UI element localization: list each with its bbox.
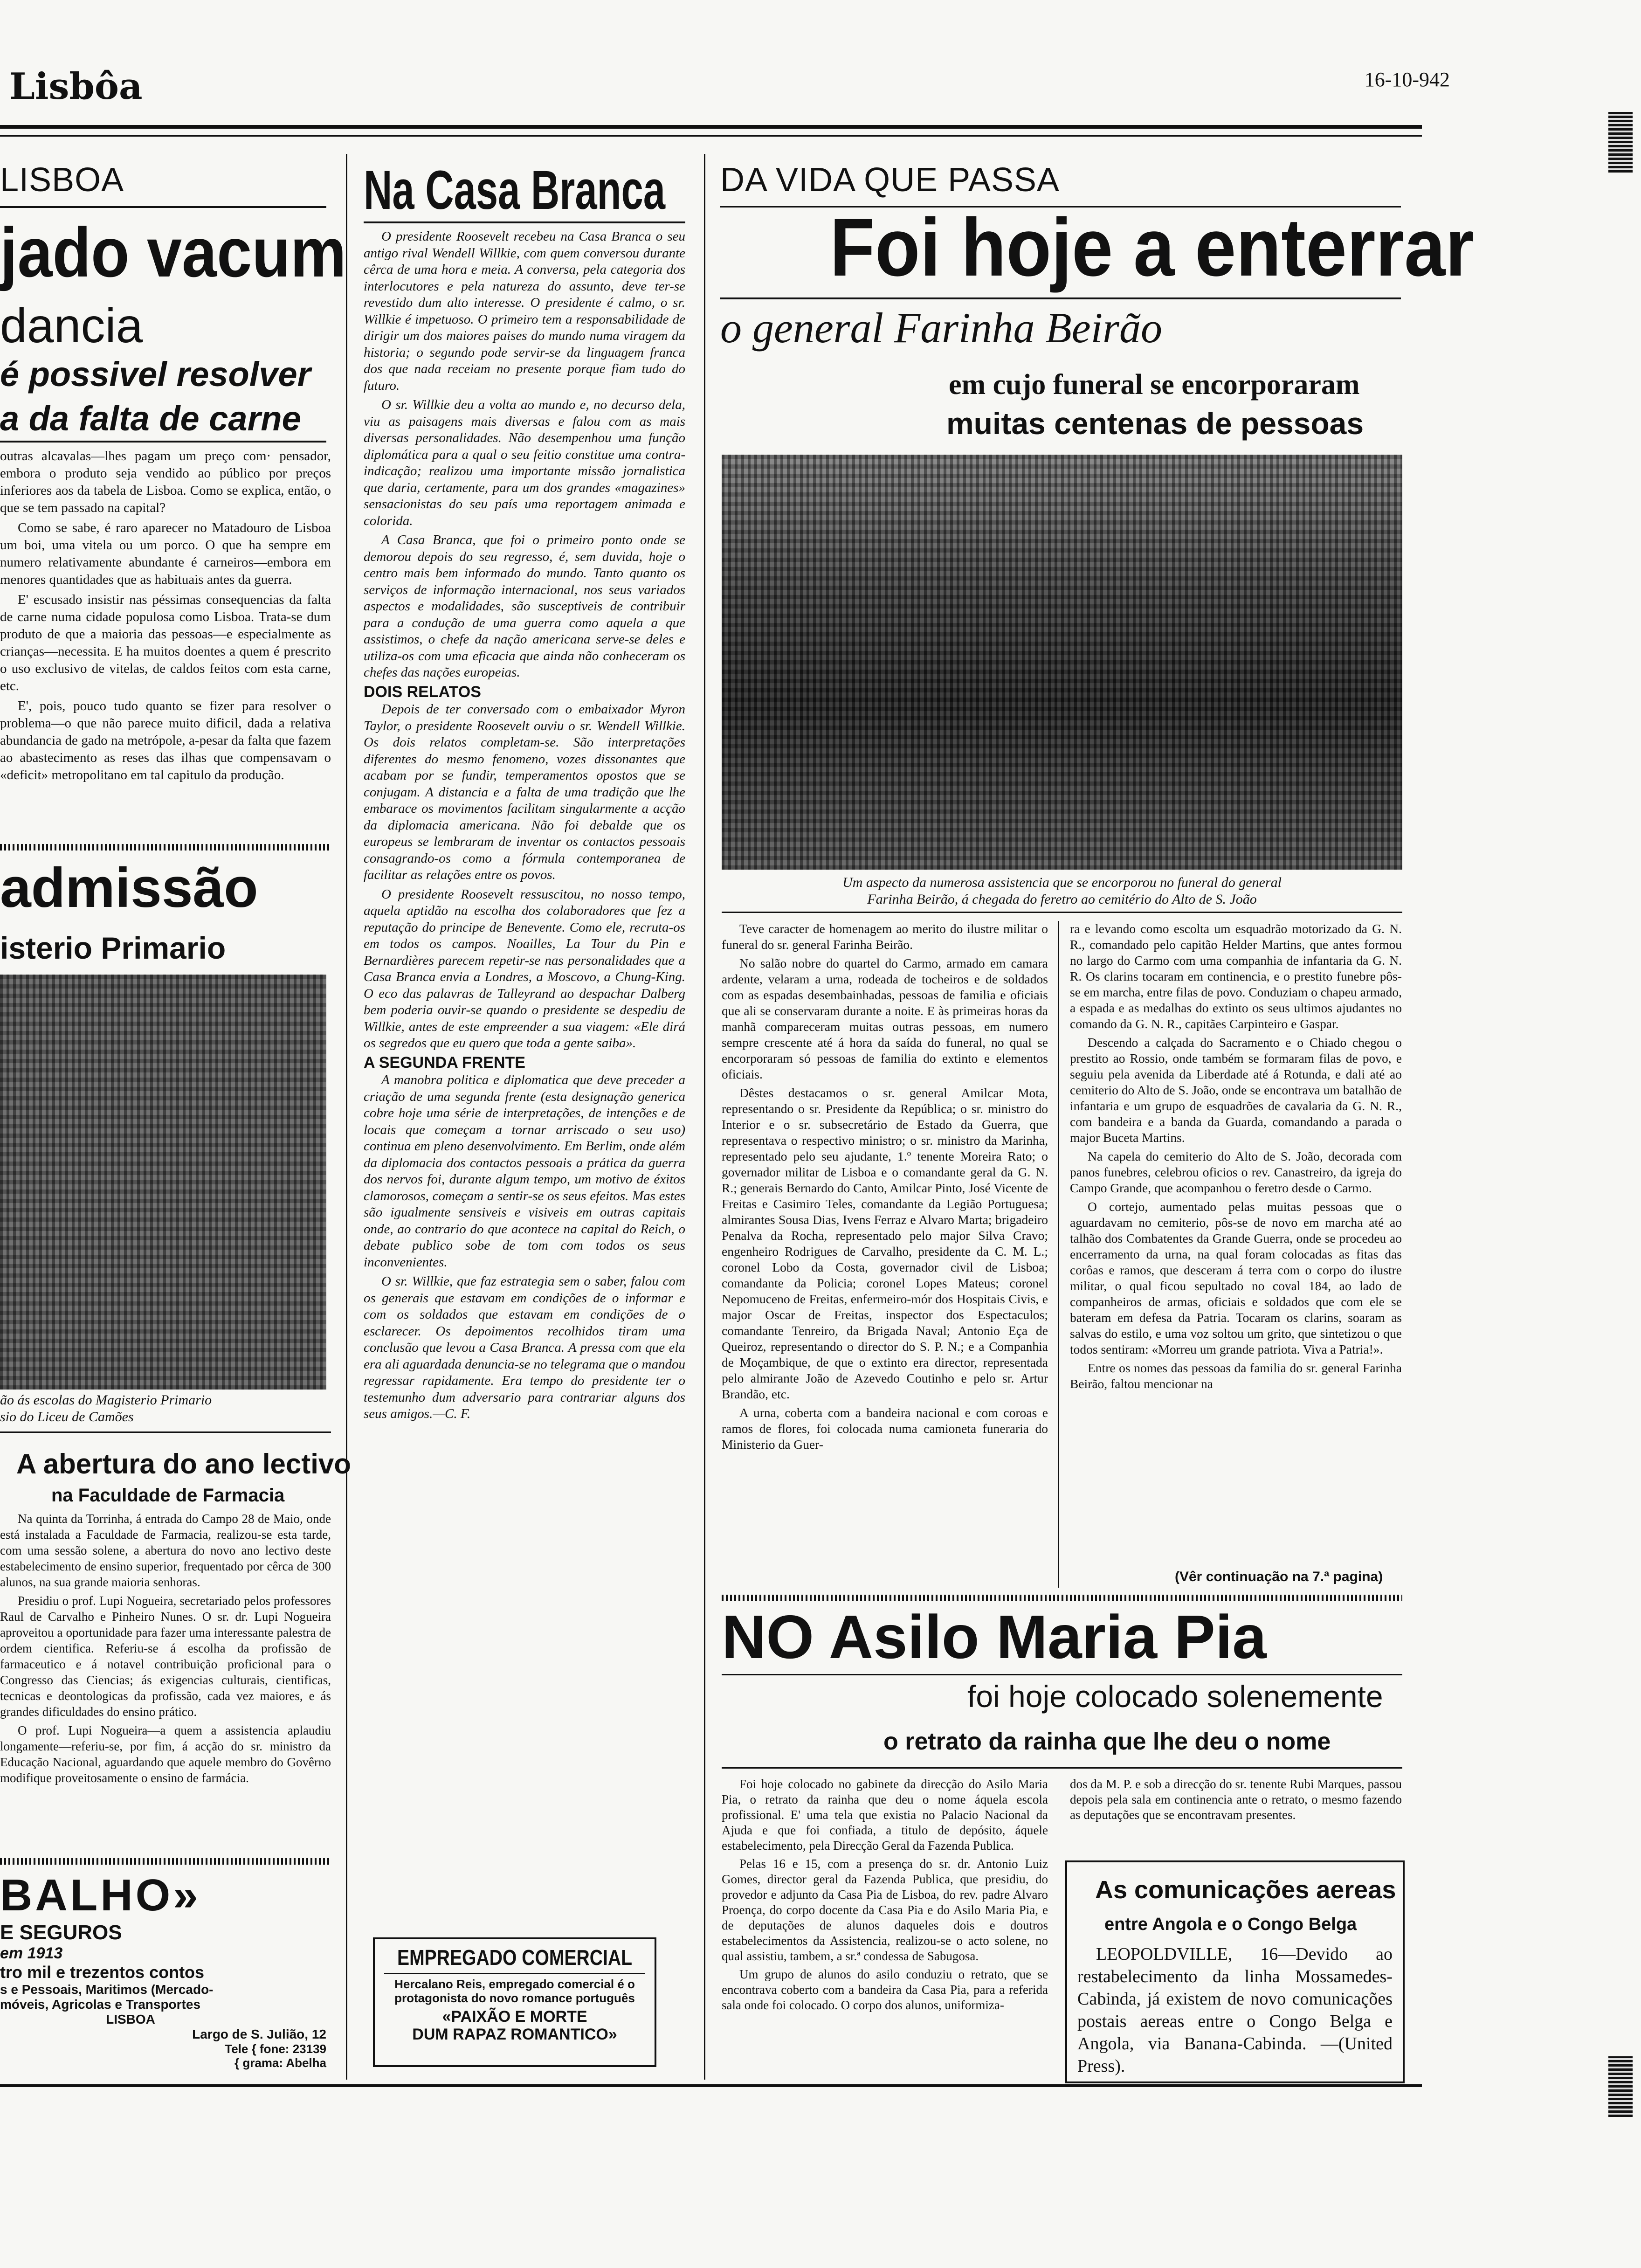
- ad-line: s e Pessoais, Maritimos (Mercado- móveis, Agricolas e Transportes: [0, 1982, 214, 2012]
- column-divider-center: [704, 154, 705, 2080]
- ad-line: tro mil e trezentos contos: [0, 1963, 205, 1982]
- admissao-subhead: isterio Primario: [0, 931, 226, 965]
- paragraph: Descendo a calçada do Sacramento e o Chiado chegou o prestito ao Rossio, onde também se formaram filas de povo, e seguiu pela avenida da Liberdade até á Rotunda, e dali até ao cemiterio do Alto de S. João, onde se encontrava um batalhão de infantaria e um grupo de esquadrões de cavalaria da G. N. R., com bandeira e a banda da Guarda, comandando a parada o major Buceta Martins.: [1070, 1035, 1402, 1145]
- paragraph: E' escusado insistir nas péssimas consequencias da falta de carne numa cidade populosa como Lisboa. Trata-se dum produto de que a maioria das pessoas—e especialmente as crianças—necessita. E ha muitos doentes a quem é prescrito o uso exclusivo de vitelas, de caldos feitos com esta carne, etc.: [0, 592, 331, 693]
- insurance-advertisement: [0, 1870, 331, 2080]
- funeral-body-col1: [722, 921, 1048, 1455]
- continued-note: (Vêr continuação na 7.ª pagina): [1175, 1569, 1383, 1584]
- paragraph: A manobra politica e diplomatica que deve preceder a criação de uma segunda frente (esta designação generica cobre hoje uma série de interpretações, de intenções e de locais que começam a tornar arriscado o seu uso) continua em pleno desenvolvimento. Em Berlim, onde além da diplomacia dos contactos pessoais a prática da guerra dos nervos foi, durante algum tempo, um motivo de éxitos clamorosos, começam a sentir-se os seus efeitos. Mas estes são igualmente sensiveis e visiveis em outras capitais onde, ao contrario do que acontece na capital do Reich, o debate publico sobe de tom com todos os seus inconvenientes.: [364, 1072, 685, 1270]
- top-rule-thin: [0, 135, 1422, 137]
- paragraph: E', pois, pouco tudo quanto se fizer para resolver o problema—o que não parece muito dificil, dada a relativa abundancia de gado na metrópole, a-pesar da falta que fazem ao abastecimento as reses das ilhas que compensavam o «deficit» metropolitano em tal capitulo da produção.: [0, 698, 331, 782]
- paragraph: Dêstes destacamos o sr. general Amilcar Mota, representando o sr. Presidente da República; o sr. ministro do Interior e o sr. subsecretário de Estado da Guerra, que representava o respectivo ministro; o sr. ministro da Marinha, representado pelo seu ajudante, 1.º tenente Moreira Rato; o governador militar de Lisboa e o comandante geral da G. N. R.; generais Bernardo do Canto, Amilcar Pinto, José Vicente de Freitas e Casimiro Teles, comandante da Legião Portuguesa; almirantes Sousa Dias, Ivens Ferraz e Alvaro Marta; brigadeiro Penalva da Rocha, representado pelo major Silva Cravo; engenheiro Rodrigues de Carvalho, presidente da C. M. L.; coronel Lobo da Costa, governador civil de Lisboa; comandante da Policia; coronel Lopes Mateus; coronel Nepomuceno de Freitas, enfermeiro-mór dos Hospitais Civis, e major Oscar de Freitas, inspector dos Espectaculos; comandante Tenreiro, da Brigada Naval; Antonio Eça de Queiroz, representando o director do S. P. N.; e a Companhia de Moçambique, de que o extinto era director, representada pelo almirante João de Azevedo Coutinho e pelo sr. Artur Brandão, etc.: [722, 1086, 1048, 1401]
- issue-date: 16-10-942: [1364, 68, 1450, 91]
- funeral-photo: [722, 455, 1402, 870]
- box-body: LEOPOLDVILLE, 16—Devido ao restabelecimento da linha Mossamedes-Cabinda, já existem de novo comunicações postais aereas entre o Congo Belga e Angola, via Banana-Cabinda. —(United Press).: [1077, 1944, 1393, 2076]
- exam-hall-photo: [0, 975, 326, 1390]
- left-hatch-divider: [0, 844, 331, 850]
- paragraph: Teve caracter de homenagem ao merito do ilustre militar o funeral do sr. general Farinha Beirão.: [722, 921, 1048, 952]
- air-communications-box: [1065, 1860, 1405, 2083]
- asilo-subhead-1: foi hoje colocado solenemente: [967, 1679, 1383, 1714]
- edge-bar-top: [1608, 112, 1633, 173]
- asilo-body-col2: [1070, 1777, 1402, 1825]
- paragraph: A urna, coberta com a bandeira nacional e com coroas e ramos de flores, foi colocada numa camioneta funeraria do Ministerio da Guer-: [722, 1405, 1048, 1452]
- paragraph: Presidiu o prof. Lupi Nogueira, secretariado pelos professores Raul de Carvalho e Pinheiro Nunes. O sr. dr. Lupi Nogueira aproveitou a oportunidade para fazer uma interessante palestra de ordem cientifica. Referiu-se á escolha da profissão de farmaceutico e á notavel contribuição proficional para o Congresso das Ciencias; ás exigencias culturais, cientificas, tecnicas e deontologicas da profissão, cada vez maiores, e ás grandes dificuldades do ensino prático.: [0, 1594, 331, 1719]
- paragraph: ra e levando como escolta um esquadrão motorizado da G. N. R., comandado pelo capitão Helder Martins, que antes formou no largo do Carmo com uma companhia de infantaria da G. N. R. Os clarins tocaram em continencia, e o prestito funebre pôs-se em marcha, entre filas de povo. Conduziam o chapeu armado, a espada e as medalhas do extinto os seus ultimos ajudantes no comando da G. N. R., capitães Carpinteiro e Gaspar.: [1070, 921, 1402, 1031]
- paragraph: O sr. Willkie, que faz estrategia sem o saber, falou com os generais que estavam em condições de o informar e com os soldados que estavam em condições de o esclarecer. Os depoimentos recolhidos tiram uma conclusão que levou a Casa Branca. A pressa com que ela era ali aguardada denuncia-se no telegrama que o mandou regressar rapidamente. Era tempo do presidente ter o testemunho dum adversario para contrariar alguns dos seus amigos.—C. F.: [364, 1274, 685, 1421]
- paragraph: O prof. Lupi Nogueira—a quem a assistencia aplaudiu longamente—referiu-se, por fim, á acção do sr. ministro da Educação Nacional, aguardando que aquele membro do Govêrno modifique proveitosamente o ensino de farmácia.: [0, 1723, 331, 1785]
- ad-line: E SEGUROS: [0, 1921, 122, 1944]
- admissao-headline: admissão: [0, 857, 258, 919]
- column-divider-left: [346, 154, 347, 2080]
- edge-bar-bottom: [1608, 2056, 1633, 2117]
- asilo-headline: NO Asilo Maria Pia: [722, 1603, 1267, 1671]
- center-headline-rule: [364, 221, 685, 223]
- section-heading-dois-relatos: DOIS RELATOS: [364, 683, 481, 701]
- left-hatch-divider-2: [0, 1858, 331, 1865]
- asilo-sub-rule: [722, 1767, 1402, 1769]
- right-subhead-1: o general Farinha Beirão: [720, 304, 1162, 352]
- paragraph: outras alcavalas—lhes pagam um preço com· pensador, embora o produto seja vendido ao público por preços inferiores aos da tabela de Lisboa. Como se explica, então, o que se tem passado na capital?: [0, 449, 331, 515]
- center-headline: Na Casa Branca: [364, 159, 665, 221]
- novel-advertisement: [373, 1937, 656, 2067]
- paragraph: Um grupo de alunos do asilo conduziu o retrato, que se encontrava coberto com a bandeira da Casa Pia, para a referida sala onde foi colocado. O corpo dos alunos, uniformiza-: [722, 1967, 1048, 2012]
- right-subhead-3: muitas centenas de pessoas: [946, 406, 1364, 441]
- right-caption-rule: [722, 912, 1402, 913]
- paragraph: Foi hoje colocado no gabinete da direcção do Asilo Maria Pia, o retrato da rainha que deu o nome áquela escola profissional. E' uma tela que existia no Palacio Nacional da Ajuda e que foi confiada, a titulo de depósito, áquele estabelecimento, pela Direcção Geral da Fazenda Publica.: [722, 1777, 1048, 1853]
- asilo-subhead-2: o retrato da rainha que lhe deu o nome: [883, 1728, 1331, 1755]
- right-headline-rule: [720, 297, 1401, 299]
- ad-line: Largo de S. Julião, 12: [192, 2027, 326, 2041]
- ad-box-title: EMPREGADO COMERCIAL: [397, 1945, 632, 1970]
- paragraph: A Casa Branca, que foi o primeiro ponto onde se demorou depois do seu regresso, é, sem duvida, hoje o centro mais bem informado do mundo. Tanto quanto os serviços de informação internacional, nos seus variados aspectos e modalidades, são susceptiveis de contribuir para a condução de uma guerra como aquela a que assistimos, o chefe da nação americana serve-se deles e utiliza-os com uma eficacia que ainda não conheceram os chefes das nações europeias.: [364, 532, 685, 680]
- ad-box-text: Hercalano Reis, empregado comercial é o protagonista do novo romance português: [394, 1977, 635, 2005]
- section-heading-segunda-frente: A SEGUNDA FRENTE: [364, 1053, 525, 1072]
- box-subhead: entre Angola e o Congo Belga: [1104, 1915, 1357, 1934]
- funeral-body-col2: [1070, 921, 1402, 1395]
- bottom-rule: [0, 2084, 1422, 2087]
- right-subhead-2: em cujo funeral se encorporaram: [949, 369, 1360, 401]
- ad-line: LISBOA: [106, 2012, 155, 2026]
- paragraph: O sr. Willkie deu a volta ao mundo e, no decurso dela, viu as paisagens mais diversas e falou com as mais diversas personalidades. Não desempenhou uma função diplomática para a qual o seu feitio constitue uma contra-indicação; realizou uma importante missão jornalistica que daria, certamente, para um dos grandes «magazines» sensacionistas do seu país uma reportagem animada e colorida.: [364, 397, 685, 528]
- paragraph: Depois de ter conversado com o embaixador Myron Taylor, o presidente Roosevelt ouviu o sr. Wendell Willkie. Os dois relatos completam-se. São interpretações diferentes do mesmo fenomeno, vozes dissonantes que acabam por se fundir, temperamentos opostos que se conjugam. A distancia e a falta de uma tradição que lhe embarace os movimentos facilitam singularmente a acção da diplomacia americana. Não foi debalde que os europeus se lembraram de inventar os contactos pessoais consagrando-os como a fórmula contemporanea de facilitar as relações entre os povos.: [364, 702, 685, 882]
- paragraph: Entre os nomes das pessoas da familia do sr. general Farinha Beirão, faltou mencionar na: [1070, 1361, 1402, 1391]
- left-subhead-2: é possivel resolver: [0, 355, 311, 394]
- left-kicker: LISBOA: [0, 161, 124, 199]
- paragraph: dos da M. P. e sob a direcção do sr. tenente Rubi Marques, passou depois pela sala em continencia ante o retrato, o mesmo fazendo as deputações que se encontravam presentes.: [1070, 1777, 1402, 1822]
- paragraph: O presidente Roosevelt recebeu na Casa Branca o seu antigo rival Wendell Willkie, com quem conversou durante cêrca de uma hora e meia. A conversa, pela categoria dos interlocutores e pela natureza do assunto, deve ter-se revestido dum alto interesse. O presidente é calmo, o sr. Willkie é impetuoso. O primeiro tem a responsabilidade de dirigir um dos maiores paises do mundo numa viragem da historia; o segundo pode servir-se da linguagem franca dos que nada receiam no presente porque fiam tudo do futuro.: [364, 229, 685, 393]
- left-kicker-rule: [0, 206, 326, 208]
- right-kicker: DA VIDA QUE PASSA: [720, 161, 1060, 199]
- paragraph: O cortejo, aumentado pelas muitas pessoas que o aguardavam no cemiterio, pôs-se de novo em marcha até ao talhão dos Combatentes da Grande Guerra, onde se procedeu ao encerramento da urna, na qual foram colocadas as fitas das corôas e ramos, que desceram á terra com o corpo do ilustre militar, o qual ficou sepultado no coval 184, ao lado de companheiros de armas, oficiais e soldados que com ele se bateram em defesa da Patria. Tocaram os clarins, soaram as salvas do estilo, e uma voz soltou um grito, que sintetizou o que todos sentiram: «Morreu um grande patriota. Viva a Patria!».: [1070, 1199, 1402, 1356]
- funeral-photo-caption: Um aspecto da numerosa assistencia que se encorporou no funeral do general Farinha Beirão, á chegada do feretro ao cemitério do Alto de S. João: [842, 875, 1282, 907]
- asilo-body-col1: [722, 1777, 1048, 2016]
- ad-line: em 1913: [0, 1944, 63, 1962]
- left-subhead-1: dancia: [0, 299, 143, 353]
- ad-title: BALHO»: [0, 1870, 201, 1920]
- left-caption-rule: [0, 1431, 331, 1433]
- paragraph: Como se sabe, é raro aparecer no Matadouro de Lisboa um boi, uma vitela ou um porco. O que ha sempre em numero relativamente abundante é carneiros—embora em menores quantidades que as habituais antes da guerra.: [0, 520, 331, 587]
- paragraph: Pelas 16 e 15, com a presença do sr. dr. Antonio Luiz Gomes, director geral da Fazenda Publica, que presidiu, do provedor e adjunto da Casa Pia de Lisboa, do rev. padre Alvaro Proença, do corpo docente da Casa Pia e do Asilo Maria Pia, e de deputações de alunos daqueles dois e doutros estabelecimentos da Assistencia, realizou-se o acto solene, no qual assistiu, tambem, a sr.ª condessa de Sabugosa.: [722, 1857, 1048, 1963]
- farmacia-subhead: na Faculdade de Farmacia: [51, 1485, 285, 1506]
- farmacia-headline: A abertura do ano lectivo: [16, 1448, 351, 1480]
- top-rule: [0, 125, 1422, 129]
- exam-hall-caption: ão ás escolas do Magisterio Primario sio do Liceu de Camões: [0, 1392, 212, 1424]
- center-article-body: [364, 228, 685, 1425]
- paragraph: Na capela do cemiterio do Alto de S. João, decorada com panos funebres, celebrou oficios o rev. Canastreiro, da igreja do Campo Grande, que acompanhou o feretro desde o Carmo.: [1070, 1149, 1402, 1195]
- ad-line: Tele { fone: 23139 { grama: Abelha: [225, 2042, 326, 2070]
- left-subhead-3: a da falta de carne: [0, 399, 301, 438]
- box-headline: As comunicações aereas: [1095, 1876, 1396, 1904]
- paragraph: No salão nobre do quartel do Carmo, armado em camara ardente, velaram a urna, rodeada de tocheiros e de soldados com as espadas desembainhadas, pessoas de familia e oficiais que ali se conservaram durante a noite. E às primeiras horas da manhã compareceram muitas outras pessoas, em numero sempre crescente até á hora da saída do funeral, no qual se encorporaram só pessoas de familia do extinto e elementos oficiais.: [722, 956, 1048, 1081]
- right-inner-divider: [1058, 921, 1059, 1588]
- right-hatch-divider: [722, 1595, 1402, 1601]
- right-headline: Foi hoje a enterrar: [830, 202, 1474, 293]
- ad-box-novel-title: «PAIXÃO E MORTE DUM RAPAZ ROMANTICO»: [412, 2008, 617, 2043]
- paragraph: O presidente Roosevelt ressuscitou, no nosso tempo, aquela aptidão na escolha dos colaboradores que fez a reputação do principe de Benevente. Como ele, recruta-os em todos os campos. Noailles, La Tour du Pin e Bernardières parecem repetir-se nas personalidades que a Casa Branca envia a Londres, a Moscovo, a Chung-King. O eco das palavras de Talleyrand ao despachar Dalberg bem poderia ouvir-se quando o presidente se despediu de Willkie, antes de este empreender a sua viagem: «Ele dirá os segredos que eu quero que toda a gente saiba».: [364, 886, 685, 1051]
- left-article-body: [0, 448, 331, 787]
- left-sub-rule: [0, 441, 326, 443]
- asilo-rule: [722, 1674, 1402, 1675]
- masthead: Lisbôa: [9, 65, 143, 108]
- left-headline: jado vacum: [0, 213, 346, 291]
- paragraph: Na quinta da Torrinha, á entrada do Campo 28 de Maio, onde está instalada a Faculdade de Farmacia, realizou-se esta tarde, com uma sessão solene, a abertura do novo ano lectivo deste estabelecimento de ensino superior, frequentado por cêrca de 300 alunos, na sua grande maioria senhoras.: [0, 1512, 331, 1589]
- farmacia-body: [0, 1511, 331, 1789]
